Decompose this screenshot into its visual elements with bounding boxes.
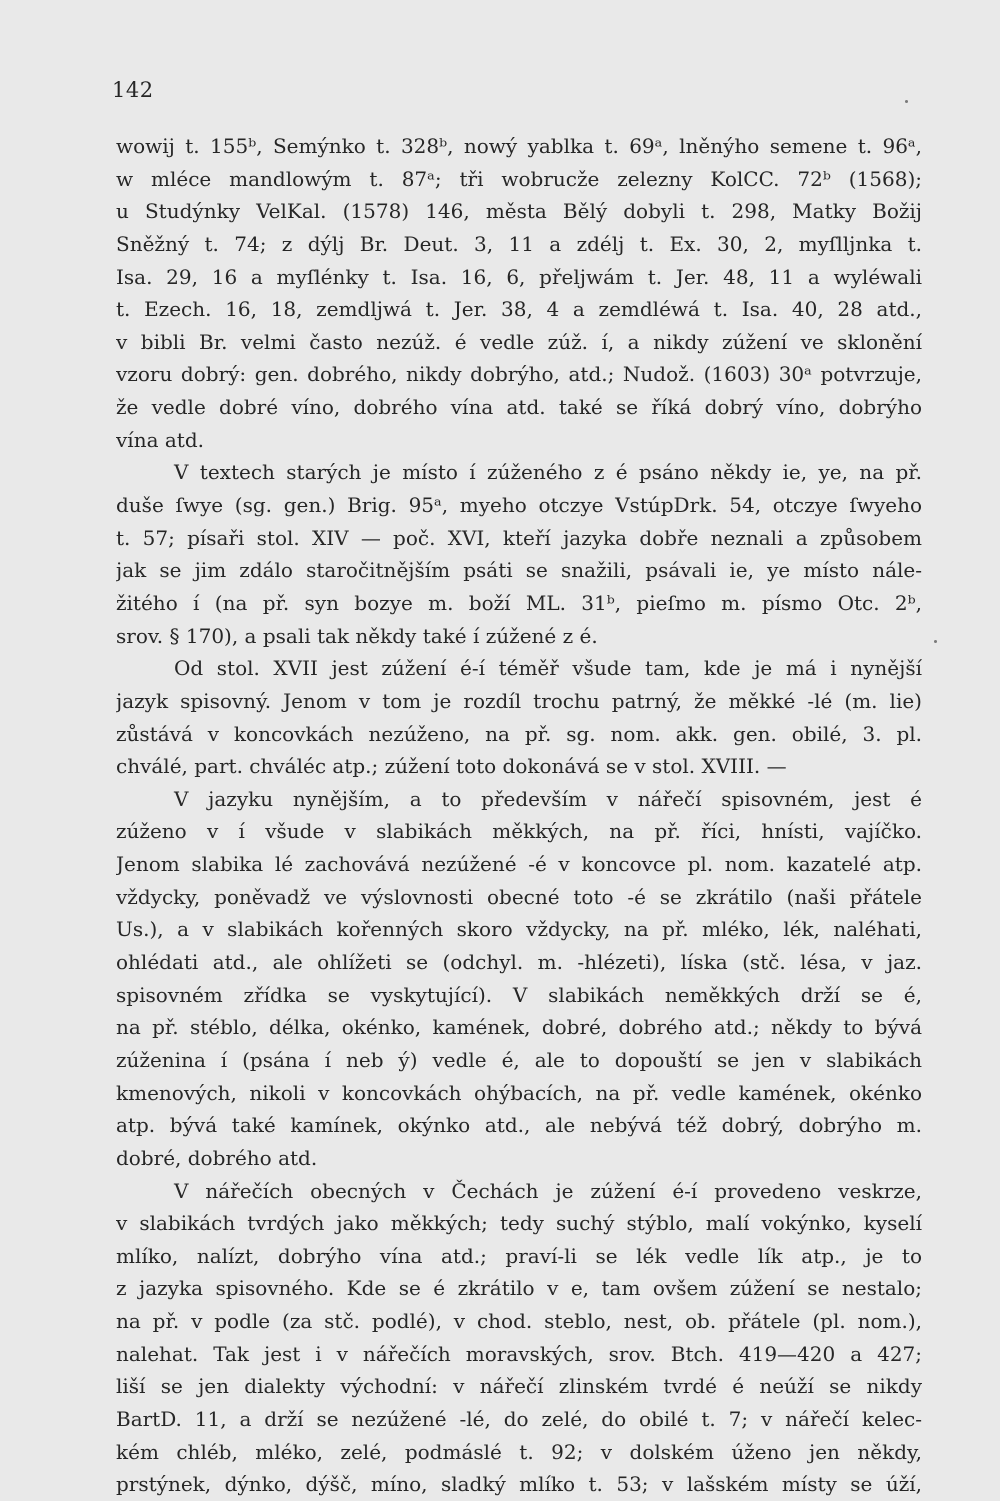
text-line: prstýnek, dýnko, dýšč, míno, sladký mlíko t. 53; v lašském místy se úží, (116, 1472, 922, 1497)
text-line: atp. bývá také kamínek, okýnko atd., ale nebývá též dobrý, dobrýho m. (116, 1113, 922, 1138)
text-line: t. Ezech. 16, 18, zemdljwá t. Jer. 38, 4 a zemdléwá t. Isa. 40, 28 atd., (116, 297, 922, 322)
text-line: vždycky, poněvadž ve výslovnosti obecné toto -é se zkrátilo (naši přátele (116, 884, 922, 909)
text-line: chválé, part. chváléc atp.; zúžení toto dokonává se v stol. XVIII. — (116, 754, 787, 779)
text-line: v bibli Br. velmi často nezúž. é vedle zúž. í, a nikdy zúžení ve sklonění (116, 329, 922, 354)
text-line: kém chléb, mléko, zelé, podmáslé t. 92; v dolském úženo jen někdy, (116, 1439, 922, 1464)
text-line: Jenom slabika lé zachovává nezúžené -é v koncovce pl. nom. kazatelé atp. (116, 852, 922, 877)
text-line: Sněžný t. 74; z dýlj Br. Deut. 3, 11 a zdélj t. Ex. 30, 2, myſlljnka t. (116, 231, 922, 256)
paper-speck (905, 100, 908, 103)
text-line: spisovném zřídka se vyskytující). V slabikách neměkkých drží se é, (116, 982, 922, 1007)
text-line: srov. § 170), a psali tak někdy také í zúžené z é. (116, 623, 598, 648)
text-line: Us.), a v slabikách kořenných skoro vždycky, na př. mléko, lék, naléhati, (116, 917, 922, 942)
text-line: zúženina í (psána í neb ý) vedle é, ale to dopouští se jen v slabikách (116, 1047, 922, 1072)
text-line: V jazyku nynějším, a to především v nářečí spisovném, jest é (174, 786, 922, 811)
text-line: BartD. 11, a drží se nezúžené -lé, do zelé, do obilé t. 7; v nářečí kelec- (116, 1406, 922, 1431)
text-line: na př. stéblo, délka, okénko, kamének, dobré, dobrého atd.; někdy to bývá (116, 1015, 922, 1040)
text-line: z jazyka spisovného. Kde se é zkrátilo v e, tam ovšem zúžení se nestalo; (116, 1276, 922, 1301)
text-line: zúženo v í všude v slabikách měkkých, na př. říci, hnísti, vajíčko. (116, 819, 922, 844)
text-line: nalehat. Tak jest i v nářečích moravských, srov. Btch. 419—420 a 427; (116, 1341, 922, 1366)
text-line: Isa. 29, 16 a myſlénky t. Isa. 16, 6, přeljwám t. Jer. 48, 11 a wyléwali (116, 264, 922, 289)
text-line: dobré, dobrého atd. (116, 1145, 318, 1170)
text-line: kmenových, nikoli v koncovkách ohýbacích, na př. vedle kamének, okénko (116, 1080, 922, 1105)
text-line: mlíko, nalízt, dobrýho vína atd.; praví-li se lék vedle lík atp., je to (116, 1243, 922, 1268)
text-line: Od stol. XVII jest zúžení é-í téměř všude tam, kde je má i nynější (174, 656, 922, 681)
text-line: ohlédati atd., ale ohlížeti se (odchyl. m. -hlézeti), líska (stč. lésa, v jaz. (116, 950, 922, 975)
text-line: liší se jen dialekty východní: v nářečí zlinském tvrdé é neúží se nikdy (116, 1374, 922, 1399)
text-line: na př. v podle (za stč. podlé), v chod. steblo, nest, ob. přátele (pl. nom.), (116, 1309, 922, 1334)
text-line: u Studýnky VelKal. (1578) 146, města Bělý dobyli t. 298, Matky Božij (116, 199, 922, 224)
text-line: V textech starých je místo í zúženého z é psáno někdy ie, ye, na př. (174, 460, 922, 485)
text-line: zůstává v koncovkách nezúženo, na př. sg. nom. akk. gen. obilé, 3. pl. (116, 721, 922, 746)
text-line: wowij t. 155ᵇ, Semýnko t. 328ᵇ, nowý yablka t. 69ᵃ, lněnýho semene t. 96ᵃ, (116, 134, 922, 158)
text-line: V nářečích obecných v Čechách je zúžení é-í provedeno veskrze, (174, 1178, 922, 1203)
text-line: v slabikách tvrdých jako měkkých; tedy suchý stýblo, malí vokýnko, kyselí (116, 1211, 922, 1236)
text-line: žitého í (na př. syn bozye m. boží ML. 31ᵇ, pieſmo m. písmo Otc. 2ᵇ, (116, 590, 922, 615)
text-line: že vedle dobré víno, dobrého vína atd. také se říká dobrý víno, dobrýho (116, 395, 922, 420)
paper-speck (934, 640, 937, 643)
text-line: t. 57; písaři stol. XIV — poč. XVI, kteří jazyka dobře neznali a způsobem (116, 525, 922, 550)
text-line: jazyk spisovný. Jenom v tom je rozdíl trochu patrný, že měkké -lé (m. lie) (116, 688, 922, 713)
text-line: vína atd. (116, 427, 204, 452)
page-number: 142 (112, 78, 154, 102)
text-line: jak se jim zdálo staročitnějším psáti se snažili, psávali ie, ye místo nále- (116, 558, 922, 583)
text-line: vzoru dobrý: gen. dobrého, nikdy dobrýho, atd.; Nudož. (1603) 30ᵃ potvrzuje, (116, 362, 922, 387)
text-line: w mléce mandlowým t. 87ᵃ; tři wobrucže zelezny KolCC. 72ᵇ (1568); (116, 166, 922, 191)
body-text (116, 130, 922, 1501)
text-line: duše ſwye (sg. gen.) Brig. 95ᵃ, myeho otczye VstúpDrk. 54, otczye ſwyeho (116, 493, 922, 518)
